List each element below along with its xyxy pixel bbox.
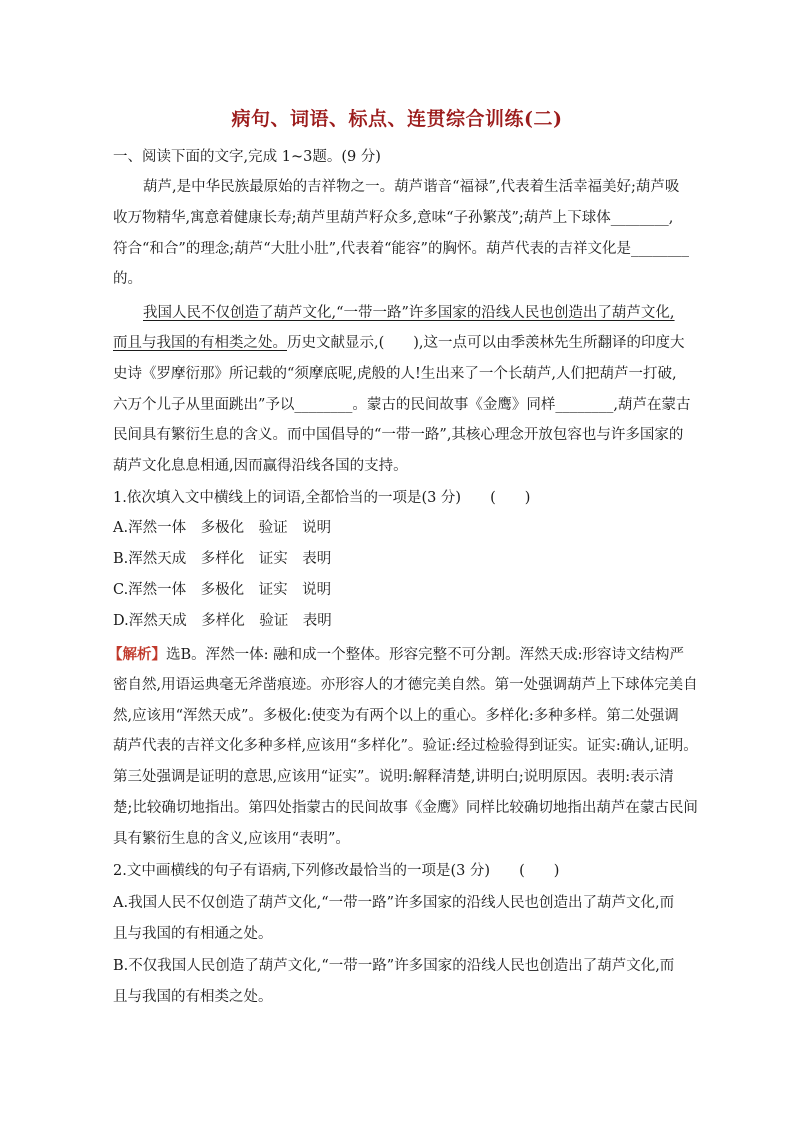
question-2-stem: 2.文中画横线的句子有语病,下列修改最恰当的一项是(3 分) ( ) (113, 863, 560, 879)
passage-line: 史诗《罗摩衍那》所记载的“须摩底呢,虎般的人!生出来了一个长葫芦,人们把葫芦一打破, (113, 366, 677, 382)
option-b: B.浑然天成 多样化 证实 表明 (113, 551, 332, 567)
option-a: A.浑然一体 多极化 验证 说明 (113, 520, 332, 536)
passage-line: 的。 (113, 271, 142, 287)
analysis-line (108, 645, 684, 665)
underlined-sentence: 而且与我国的有相类之处。 (113, 335, 287, 351)
passage-line: 葫芦,是中华民族最原始的吉祥物之一。葫芦谐音“福禄”,代表着生活幸福美好;葫芦吸 (143, 179, 680, 195)
option-b-cont: 且与我国的有相类之处。 (113, 989, 273, 1005)
option-d: D.浑然天成 多样化 验证 表明 (113, 613, 332, 629)
analysis-tag: 【解析】 (108, 646, 166, 663)
option-a: A.我国人民不仅创造了葫芦文化,“一带一路”许多国家的沿线人民也创造出了葫芦文化,而 (113, 895, 675, 911)
option-a-cont: 且与我国的有相通之处。 (113, 926, 273, 942)
analysis-line: 葫芦代表的吉祥文化多种多样,应该用“多样化”。验证:经过检验得到证实。证实:确认,证明。 (113, 738, 698, 754)
analysis-line: 第三处强调是证明的意思,应该用“证实”。说明:解释清楚,讲明白;说明原因。表明:表示清 (113, 769, 674, 785)
passage-line: 民间具有繁衍生息的含义。而中国倡导的“一带一路”,其核心理念开放包容也与许多国家的 (113, 427, 684, 443)
option-b: B.不仅我国人民创造了葫芦文化,“一带一路”许多国家的沿线人民也创造出了葫芦文化,而 (113, 958, 675, 974)
passage-line: 收万物精华,寓意着健康长寿;葫芦里葫芦籽众多,意味“子孙繁茂”;葫芦上下球体________, (113, 210, 674, 226)
passage-line (113, 333, 685, 353)
analysis-line: 密自然,用语运典毫无斧凿痕迹。亦形容人的才德完美自然。第一处强调葫芦上下球体完美自 (113, 677, 698, 693)
option-c: C.浑然一体 多极化 证实 说明 (113, 582, 332, 598)
passage-line: 六万个儿子从里面跳出”予以________。蒙古的民间故事《金鹰》同样________,葫芦在蒙古 (113, 397, 691, 413)
passage-text: 历史文献显示,( ),这一点可以由季羡林先生所翻译的印度大 (287, 335, 685, 351)
question-1-stem: 1.依次填入文中横线上的词语,全都恰当的一项是(3 分) ( ) (113, 490, 531, 506)
analysis-line: 具有繁衍生息的含义,应该用“表明”。 (113, 831, 350, 847)
passage-line: 符合“和合”的理念;葫芦“大肚小肚”,代表着“能容”的胸怀。葫芦代表的吉祥文化是________ (113, 241, 689, 257)
section-heading: 一、阅读下面的文字,完成 1~3题。(9 分) (113, 149, 381, 165)
underlined-sentence: 我国人民不仅创造了葫芦文化,“一带一路”许多国家的沿线人民也创造出了葫芦文化, (143, 305, 675, 321)
analysis-line: 楚;比较确切地指出。第四处指蒙古的民间故事《金鹰》同样比较确切地指出葫芦在蒙古民间 (113, 800, 698, 816)
analysis-text: 选B。浑然一体: 融和成一个整体。形容完整不可分割。浑然天成:形容诗文结构严 (166, 647, 685, 663)
analysis-line: 然,应该用“浑然天成”。多极化:使变为有两个以上的重心。多样化:多种多样。第二处强调 (113, 708, 679, 724)
passage-line: 葫芦文化息息相通,因而赢得沿线各国的支持。 (113, 458, 408, 474)
page-title: 病句、词语、标点、连贯综合训练(二) (231, 108, 563, 130)
